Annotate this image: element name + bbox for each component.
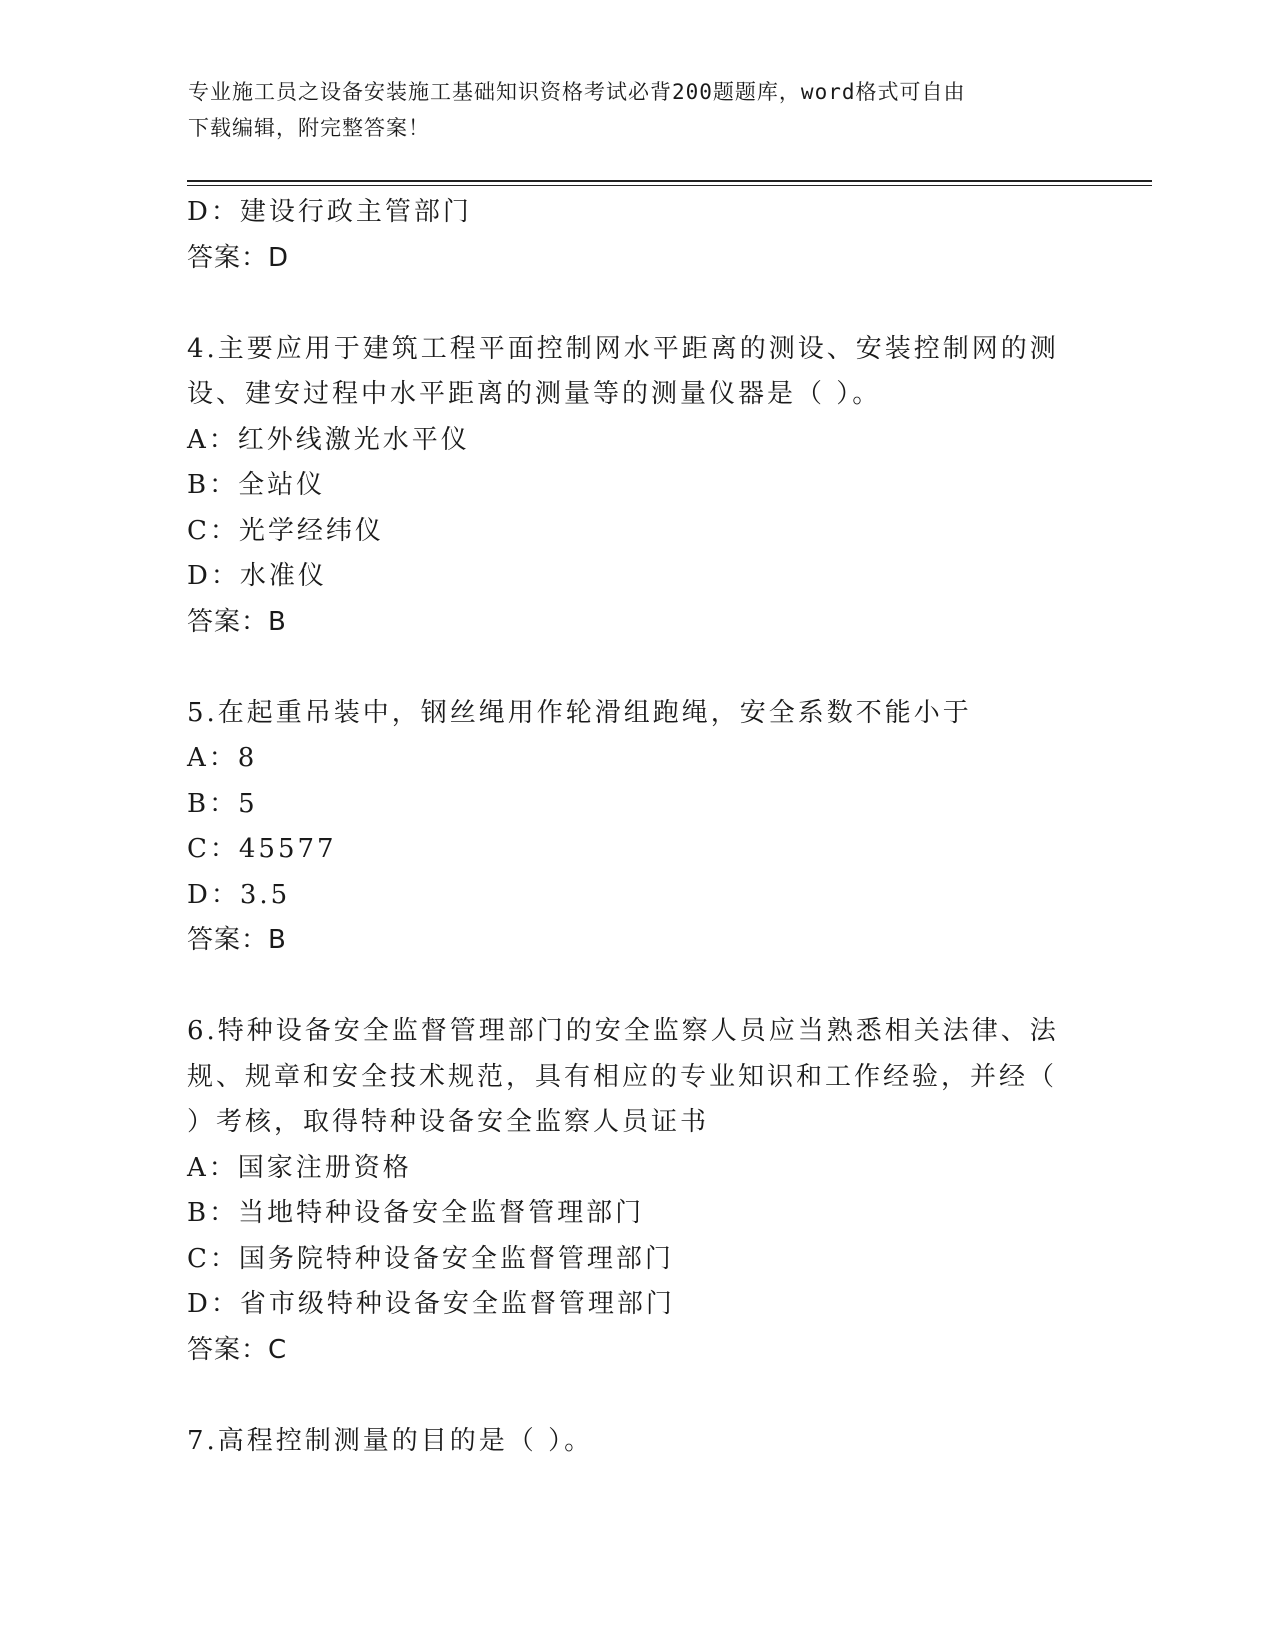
question-stem: 7.高程控制测量的目的是（ ）。 (187, 1425, 594, 1456)
option-c: C：国务院特种设备安全监督管理部门 (187, 1243, 674, 1274)
question-7 (187, 1419, 1067, 1465)
option-b: B：当地特种设备安全监督管理部门 (187, 1198, 645, 1228)
question-stem: 6.特种设备安全监督管理部门的安全监察人员应当熟悉相关法律、法 (187, 1016, 1059, 1046)
answer: 答案：B (187, 925, 287, 955)
option-a: A：国家注册资格 (187, 1152, 412, 1183)
header-divider-thin (187, 185, 1152, 186)
option-c: C：光学经纬仪 (187, 515, 384, 546)
answer: 答案：C (187, 1334, 288, 1365)
option-d: D：建设行政主管部门 (187, 197, 472, 227)
answer: 答案：B (187, 606, 287, 637)
option-d: D：水准仪 (187, 561, 327, 591)
option-b: B：全站仪 (187, 470, 326, 500)
spacer (187, 1373, 1067, 1419)
option-a: A：红外线激光水平仪 (187, 424, 470, 455)
question-5 (187, 691, 1067, 964)
option-d: D：3.5 (187, 879, 291, 910)
header-line-2: 下载编辑，附完整答案！ (188, 116, 430, 140)
question-stem: 4.主要应用于建筑工程平面控制网水平距离的测设、安装控制网的测 (187, 333, 1059, 364)
answer: 答案：D (187, 242, 290, 273)
header-divider-thick (187, 180, 1152, 182)
question-3 (187, 190, 1067, 281)
option-b: B：5 (187, 788, 258, 819)
question-4 (187, 327, 1067, 646)
question-stem: 规、规章和安全技术规范，具有相应的专业知识和工作经验，并经（ (187, 1061, 1058, 1092)
option-a: A：8 (187, 743, 258, 773)
question-stem: 设、建安过程中水平距离的测量等的测量仪器是（ ）。 (187, 379, 882, 409)
header-line-1: 专业施工员之设备安装施工基础知识资格考试必背200题题库，word格式可自由 (188, 80, 966, 104)
option-d: D：省市级特种设备安全监督管理部门 (187, 1289, 675, 1319)
question-stem: ）考核，取得特种设备安全监察人员证书 (187, 1107, 710, 1137)
option-c: C：45577 (187, 834, 337, 864)
spacer (187, 645, 1067, 691)
spacer (187, 964, 1067, 1010)
spacer (187, 281, 1067, 327)
question-list (187, 190, 1067, 1464)
question-6 (187, 1009, 1067, 1373)
document-header (188, 74, 1088, 146)
question-stem: 5.在起重吊装中，钢丝绳用作轮滑组跑绳，安全系数不能小于 (187, 697, 972, 728)
